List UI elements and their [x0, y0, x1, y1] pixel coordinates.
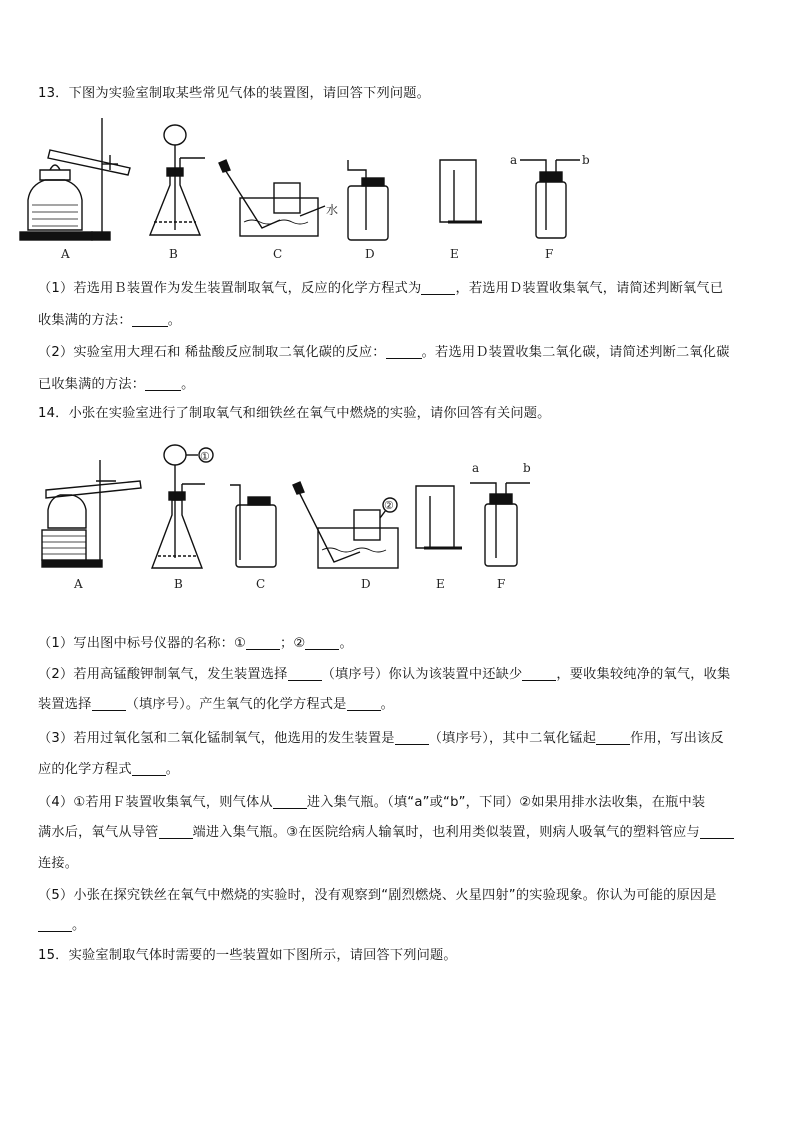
answer-blank[interactable] — [246, 635, 280, 650]
answer-blank[interactable] — [159, 824, 193, 839]
q14-label-c: C — [256, 577, 266, 591]
answer-blank[interactable] — [273, 794, 307, 809]
q13-port-a: a — [510, 153, 518, 167]
q13-label-c: C — [273, 247, 283, 261]
q14-mark-2: ② — [384, 499, 394, 512]
q14-part3-line1: （3）若用过氧化氢和二氧化锰制氧气，他选用的发生装置是 （填序号），其中二氧化锰起 作用，写出该反 — [38, 731, 724, 746]
q14-label-e: E — [436, 577, 445, 591]
answer-blank[interactable] — [522, 666, 556, 681]
q14-port-b: b — [523, 461, 531, 475]
q13-water-label: 水 — [326, 203, 339, 217]
q14-part5-line2: 。 — [38, 917, 85, 935]
q14-part3-line2: 应的化学方程式 。 — [38, 762, 180, 777]
q14-part5-line1: （5）小张在探究铁丝在氧气中燃烧的实验时，没有观察到“剧烈燃烧、火星四射”的实验现象。你认为可能的原因是 — [38, 888, 717, 903]
q14-mark-1: ① — [200, 450, 210, 463]
answer-blank[interactable] — [305, 635, 339, 650]
q15-stem: 15．实验室制取气体时需要的一些装置如下图所示，请回答下列问题。 — [38, 948, 457, 963]
q14-port-a: a — [472, 461, 480, 475]
q14-label-a: A — [74, 577, 83, 591]
q13-label-b: B — [169, 247, 178, 261]
q13-part1-line2: 收集满的方法： 。 — [38, 313, 182, 328]
answer-blank[interactable] — [395, 730, 429, 745]
q14-stem: 14．小张在实验室进行了制取氧气和细铁丝在氧气中燃烧的实验，请你回答有关问题。 — [38, 406, 551, 421]
answer-blank[interactable] — [288, 666, 322, 681]
answer-blank[interactable] — [132, 761, 166, 776]
answer-blank[interactable] — [347, 696, 381, 711]
q13-label-e: E — [450, 247, 459, 261]
answer-blank[interactable] — [38, 917, 72, 932]
answer-blank[interactable] — [596, 730, 630, 745]
q13-label-f: F — [545, 247, 554, 261]
q14-part4-line2: 满水后，氧气从导管 端进入集气瓶。③在医院给病人输氧时，也利用类似装置，则病人吸氧气的塑料管应与 — [38, 824, 734, 842]
q13-stem: 13．下图为实验室制取某些常见气体的装置图，请回答下列问题。 — [38, 86, 431, 101]
q13-part2-line2: 已收集满的方法： 。 — [38, 377, 195, 392]
q13-label-a: A — [61, 247, 70, 261]
q14-label-f: F — [497, 577, 506, 591]
q13-part1-line1: （1）若选用Ｂ装置作为发生装置制取氧气，反应的化学方程式为 ，若选用Ｄ装置收集氧气，请简述判断氧气已 — [38, 281, 724, 296]
q14-label-d: D — [361, 577, 371, 591]
q14-part2-line2: 装置选择 （填序号）。产生氧气的化学方程式是 。 — [38, 697, 394, 712]
q14-part1: （1）写出图中标号仪器的名称：① ；② 。 — [38, 636, 353, 651]
q13-label-d: D — [365, 247, 375, 261]
answer-blank[interactable] — [700, 824, 734, 839]
q13-port-b: b — [582, 153, 590, 167]
q14-label-b: B — [174, 577, 183, 591]
answer-blank[interactable] — [92, 696, 126, 711]
q14-part4-line1: （4）①若用Ｆ装置收集氧气，则气体从 进入集气瓶。（填“a”或“b”，下同）②如果用排水法收集，在瓶中装 — [38, 795, 706, 810]
q14-part4-line3: 连接。 — [38, 856, 79, 871]
q13-part2-line1: （2）实验室用大理石和 稀盐酸反应制取二氧化碳的反应： 。若选用Ｄ装置收集二氧化碳，请简述判断二氧化碳 — [38, 345, 730, 360]
q14-part2-line1: （2）若用高锰酸钾制氧气，发生装置选择 （填序号）你认为该装置中还缺少 ，要收集较纯净的氧气，收集 — [38, 667, 731, 682]
